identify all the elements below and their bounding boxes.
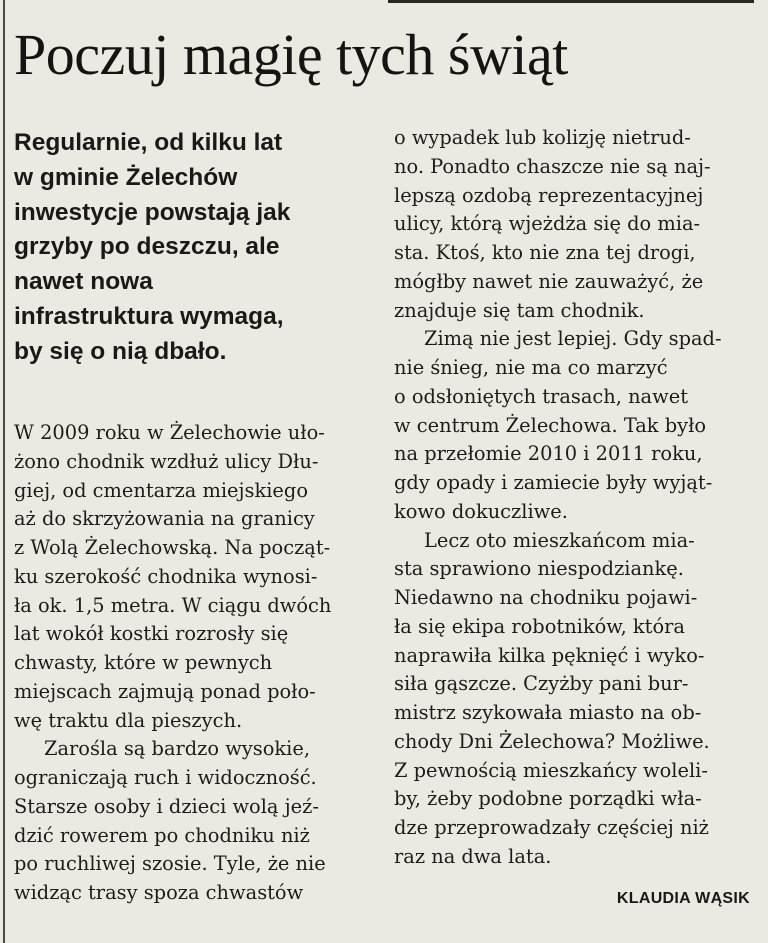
lead-line: w gminie Żelechów xyxy=(14,163,238,191)
body-line: znajduje się tam chodnik. xyxy=(394,298,645,322)
body-line: raz na dwa lata. xyxy=(394,844,552,868)
body-line: dzić rowerem po chodniku niż xyxy=(14,823,310,847)
body-line: ła się ekipa robotników, która xyxy=(394,614,685,638)
body-line: Zimą nie jest lepiej. Gdy spad- xyxy=(424,327,722,351)
body-line: z Wolą Żelechowską. Na począt- xyxy=(14,536,331,559)
body-line: mistrz szykowała miasto na ob- xyxy=(394,701,702,724)
body-line: wę traktu dla pieszych. xyxy=(14,708,243,732)
body-line: giej, od cmentarza miejskiego xyxy=(14,478,308,502)
lead-line: infrastruktura wymaga, xyxy=(14,302,284,330)
body-line: nie śnieg, nie ma co marzyć xyxy=(394,356,668,379)
body-line: ku szerokość chodnika wynosi- xyxy=(14,564,318,588)
lead-line: grzyby po deszczu, ale xyxy=(14,233,280,261)
byline: KLAUDIA WĄSIK xyxy=(616,890,750,907)
body-line: chody Dni Żelechowa? Możliwe. xyxy=(394,729,710,753)
body-column-1 xyxy=(14,419,376,908)
body-line: w centrum Żelechowa. Tak było xyxy=(394,413,707,437)
lead-line: by się o nią dbało. xyxy=(14,337,227,365)
body-line: ła ok. 1,5 metra. W ciągu dwóch xyxy=(14,593,332,617)
lead-line: nawet nowa xyxy=(14,268,153,296)
body-line: Niedawno na chodniku pojawi- xyxy=(394,586,698,609)
body-line: W 2009 roku w Żelechowie uło- xyxy=(14,421,325,444)
body-line: lat wokół kostki rozrosły się xyxy=(14,622,289,646)
lead-line: Regularnie, od kilku lat xyxy=(14,129,283,156)
body-line: siła gąszcze. Czyżby pani bur- xyxy=(394,672,689,696)
body-line: mógłby nawet nie zauważyć, że xyxy=(394,269,704,293)
body-line: no. Ponadto chaszcze nie są naj- xyxy=(394,154,711,178)
body-line: lepszą ozdobą reprezentacyjnej xyxy=(394,183,704,207)
body-line: naprawiła kilka pęknięć i wyko- xyxy=(394,643,705,667)
body-line: Lecz oto mieszkańcom mia- xyxy=(424,528,695,552)
top-rule xyxy=(388,0,754,3)
body-line: miejscach zajmują ponad poło- xyxy=(14,679,316,703)
body-line: Starsze osoby i dzieci wolą jeź- xyxy=(14,794,319,818)
body-line: Z pewnością mieszkańcy woleli- xyxy=(394,758,708,782)
body-line: o odsłoniętych trasach, nawet xyxy=(394,384,688,408)
body-column-2 xyxy=(394,124,754,872)
body-line: ulicy, którą wjeżdża się do mia- xyxy=(394,212,701,236)
left-column-rule xyxy=(3,0,5,943)
lead-paragraph xyxy=(14,126,374,370)
body-line: Zarośla są bardzo wysokie, xyxy=(44,737,311,761)
body-line: kowo dokuczliwe. xyxy=(394,499,568,523)
body-line: aż do skrzyżowania na granicy xyxy=(14,507,315,531)
body-line: dze przeprowadzały częściej niż xyxy=(394,816,709,839)
body-line: sta sprawiono niespodziankę. xyxy=(394,557,684,581)
body-line: chwasty, które w pewnych xyxy=(14,651,273,674)
headline: Poczuj magię tych świąt xyxy=(14,22,568,87)
body-line: by, żeby podobne porządki wła- xyxy=(394,787,702,811)
lead-line: inwestycje powstają jak xyxy=(14,198,291,226)
body-line: widząc trasy spoza chwastów xyxy=(14,881,304,904)
body-line: po ruchliwej szosie. Tyle, że nie xyxy=(14,852,326,876)
body-line: na przełomie 2010 i 2011 roku, xyxy=(394,442,703,466)
body-line: ograniczają ruch i widoczność. xyxy=(14,766,317,789)
body-line: o wypadek lub kolizję nietrud- xyxy=(394,126,691,149)
body-line: żono chodnik wzdłuż ulicy Dłu- xyxy=(14,449,319,473)
body-line: gdy opady i zamiecie były wyjąt- xyxy=(394,471,713,494)
body-line: sta. Ktoś, kto nie zna tej drogi, xyxy=(394,241,696,264)
